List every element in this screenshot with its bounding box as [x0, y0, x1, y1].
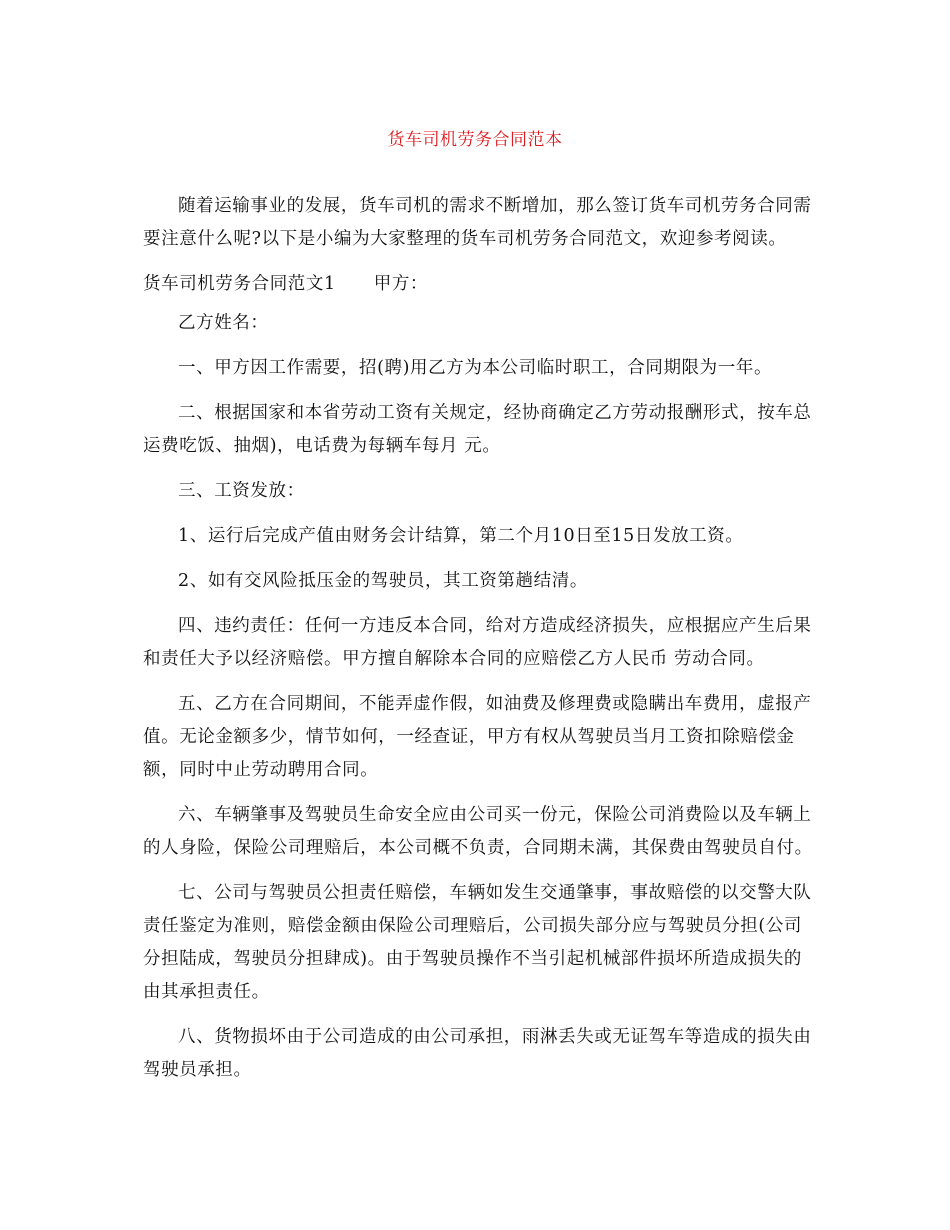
document-body	[143, 190, 815, 1099]
clause-paragraph: 一、甲方因工作需要，招(聘)用乙方为本公司临时职工，合同期限为一年。	[178, 358, 773, 378]
clause-paragraph: 二、根据国家和本省劳动工资有关规定，经协商确定乙方劳动报酬形式，按车总运费吃饭、抽烟)，电话费为每辆车每月 元。	[143, 403, 812, 456]
section-heading-line	[143, 268, 815, 301]
document-title: 货车司机劳务合同范本	[387, 130, 563, 150]
party-a-label: 甲方：	[373, 274, 429, 294]
clause-paragraph: 五、乙方在合同期间，不能弄虚作假，如油费及修理费或隐瞒出车费用，虚报产值。无论金额多少，情节如何，一经查证，甲方有权从驾驶员当月工资扣除赔偿金额，同时中止劳动聘用合同。	[143, 694, 812, 780]
clause-paragraph: 八、货物损坏由于公司造成的由公司承担，雨淋丢失或无证驾车等造成的损失由驾驶员承担。	[143, 1027, 812, 1080]
clause-paragraph: 六、车辆肇事及驾驶员生命安全应由公司买一份元，保险公司消费险以及车辆上的人身险，保险公司理赔后，本公司概不负责，合同期未满，其保费由驾驶员自付。	[143, 805, 813, 858]
intro-paragraph: 随着运输事业的发展，货车司机的需求不断增加，那么签订货车司机劳务合同需要注意什么呢?以下是小编为大家整理的货车司机劳务合同范文，欢迎参考阅读。	[143, 196, 812, 249]
party-b-label: 乙方姓名：	[178, 313, 269, 333]
clause-paragraph: 2、如有交风险抵压金的驾驶员，其工资第趟结清。	[178, 571, 588, 591]
heading-spacer	[336, 268, 374, 301]
clause-paragraph: 三、工资发放：	[178, 481, 305, 501]
clause-paragraph: 七、公司与驾驶员公担责任赔偿，车辆如发生交通肇事，事故赔偿的以交警大队责任鉴定为准则，赔偿金额由保险公司理赔后，公司损失部分应与驾驶员分担(公司分担陆成，驾驶员分担肆成)。由于驾驶员操作不当引起机械部件损坏所造成损失的由其承担责任。	[143, 883, 812, 1002]
clause-paragraph: 1、运行后完成产值由财务会计结算，第二个月10日至15日发放工资。	[178, 526, 744, 546]
section-heading: 货车司机劳务合同范文1	[143, 274, 336, 294]
clause-paragraph: 四、违约责任：任何一方违反本合同，给对方造成经济损失，应根据应产生后果和责任大予以经济赔偿。甲方擅自解除本合同的应赔偿乙方人民币 劳动合同。	[143, 616, 812, 669]
